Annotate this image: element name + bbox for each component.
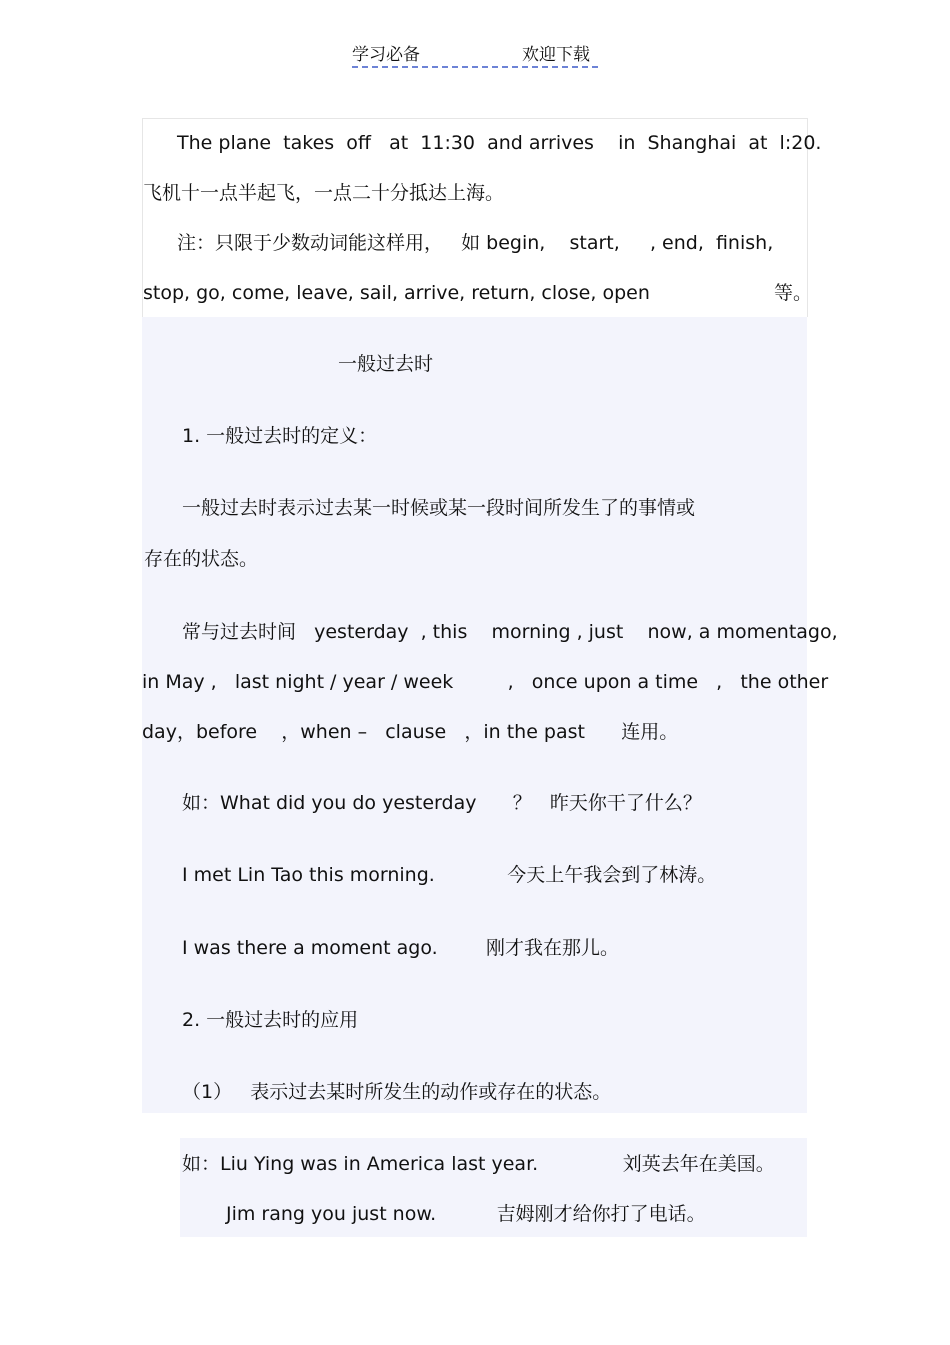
verb-list: stop, go, come, leave, sail, arrive, return, close, open bbox=[143, 282, 650, 304]
time-words-line-3: day，before ，when – clause ，in the past 连用。 bbox=[142, 721, 679, 743]
note-line: 注：只限于少数动词能这样用， 如 begin, start, , end, finish, bbox=[177, 232, 774, 254]
page-header bbox=[352, 40, 598, 68]
usage-example-2: Jim rang you just now. 吉姆刚才给你打了电话。 bbox=[226, 1203, 706, 1225]
usage-examples-box bbox=[180, 1138, 807, 1237]
example-1: 如：What did you do yesterday ？ 昨天你干了什么？ bbox=[182, 792, 702, 814]
usage-note-box bbox=[142, 118, 822, 317]
example-sentence: The plane takes off at 11:30 and arrives in Shanghai at l:20. bbox=[177, 132, 822, 154]
header-left-text: 学习必备 bbox=[352, 45, 420, 65]
heading-usage: 2. 一般过去时的应用 bbox=[182, 1009, 359, 1031]
heading-definition: 1. 一般过去时的定义： bbox=[182, 425, 378, 447]
section-title: 一般过去时 bbox=[338, 353, 434, 375]
verb-list-end: 等。 bbox=[774, 282, 813, 304]
time-words-line-1: 常与过去时间 yesterday , this morning , just now, a momentago, bbox=[182, 621, 838, 643]
usage-item-1: （1） 表示过去某时所发生的动作或存在的状态。 bbox=[182, 1081, 612, 1103]
time-words-line-2: in May , last night / year / week , once upon a time , the other bbox=[142, 671, 829, 693]
simple-past-section bbox=[142, 317, 838, 1113]
header-right-text: 欢迎下载 bbox=[522, 45, 590, 65]
example-translation: 飞机十一点半起飞，一点二十分抵达上海。 bbox=[143, 182, 505, 204]
example-2: I met Lin Tao this morning. 今天上午我会到了林涛。 bbox=[182, 864, 717, 886]
usage-example-1: 如：Liu Ying was in America last year. 刘英去年在美国。 bbox=[182, 1153, 775, 1175]
definition-line-2: 存在的状态。 bbox=[144, 548, 259, 570]
example-3: I was there a moment ago. 刚才我在那儿。 bbox=[182, 937, 619, 959]
definition-line-1: 一般过去时表示过去某一时候或某一段时间所发生了的事情或 bbox=[182, 497, 696, 519]
